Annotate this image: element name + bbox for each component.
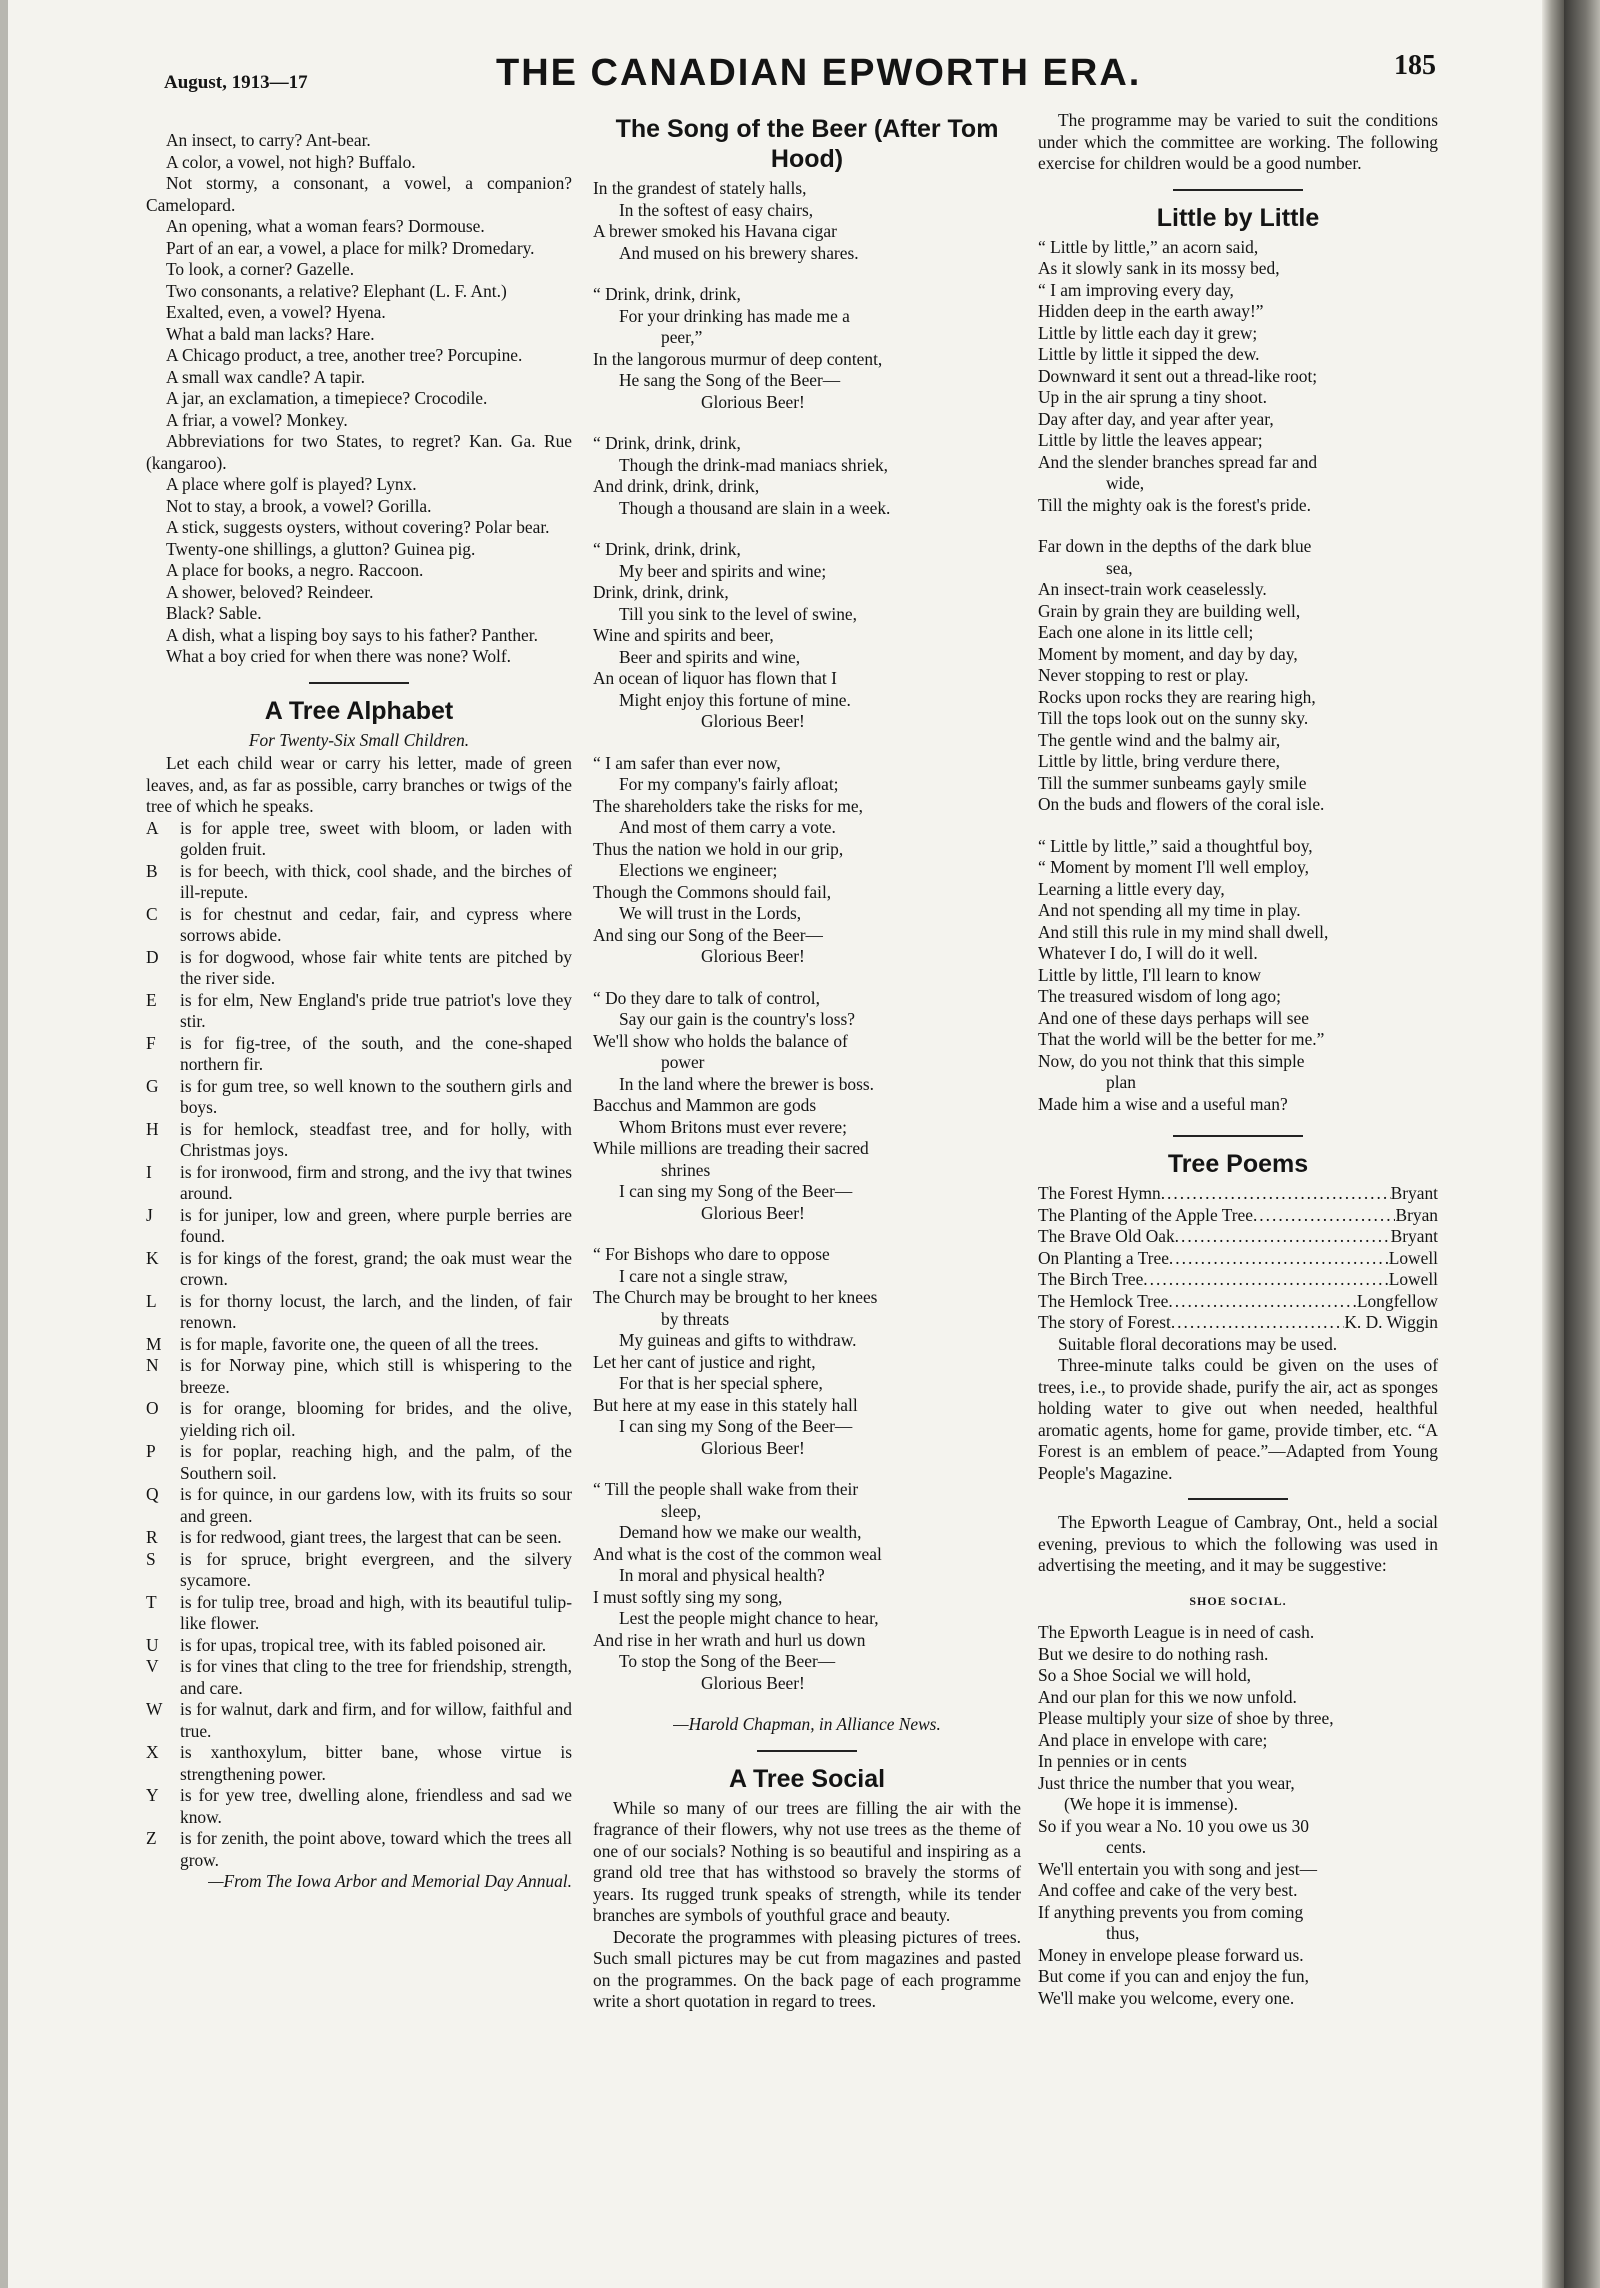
alphabet-text: is for gum tree, so well known to the southern girls and boys. [180, 1075, 572, 1117]
poem-line: Please multiply your size of shoe by three, [1038, 1708, 1334, 1728]
poem-line: Just thrice the number that you wear, [1038, 1772, 1295, 1793]
poem-line: shrines [661, 1159, 711, 1180]
alphabet-item [146, 861, 572, 904]
poem-line: We'll show who holds the balance of [593, 1030, 848, 1051]
poem-line: In the softest of easy chairs, [619, 199, 814, 220]
poem-line: by threats [661, 1308, 730, 1329]
poem-line: But come if you can and enjoy the fun, [1038, 1966, 1309, 1986]
alphabet-text: is for orange, blooming for brides, and the olive, yielding rich oil. [180, 1398, 572, 1440]
poem-stanza [593, 1479, 1021, 1694]
poem-line: So if you wear a No. 10 you owe us 30 [1038, 1815, 1309, 1836]
poem-line: Elections we engineer; [619, 860, 778, 880]
alphabet-text: is for quince, in our gardens low, with its fruits so sour and green. [180, 1484, 572, 1526]
alphabet-letter: T [146, 1591, 157, 1612]
poem-line: Glorious Beer! [701, 391, 805, 412]
poem-list-item [1038, 1291, 1438, 1313]
poem-line: And rise in her wrath and hurl us down [593, 1629, 866, 1650]
poem-line: sleep, [661, 1500, 702, 1521]
alphabet-item [146, 1119, 572, 1162]
little-by-little-heading: Little by Little [1156, 203, 1320, 232]
shoe-social-heading: SHOE SOCIAL. [1189, 1593, 1287, 1608]
poem-line: “ Drink, drink, drink, [593, 284, 741, 304]
alphabet-letter: P [146, 1441, 156, 1461]
poem-line: Till you sink to the level of swine, [619, 603, 857, 624]
tree-social-heading: A Tree Social [728, 1764, 886, 1793]
alphabet-letter: H [146, 1118, 159, 1139]
shoe-social-verse [1038, 1622, 1438, 2009]
alphabet-letter: N [146, 1355, 159, 1375]
tree-poems-note: Three-minute talks could be given on the uses of trees, i.e., to provide shade, purify the air, act as sponges holding water to give out when needed, healthful aromatic agents, home for game, provide timber, etc. “A Forest is an emblem of peace.”—Adapted from Young People's Magazine. [1038, 1355, 1438, 1483]
poem-list-item [1038, 1269, 1438, 1291]
column-left [146, 130, 572, 1893]
riddle-line: What a boy cried for when there was none? Wolf. [166, 646, 511, 666]
poem-line: Up in the air sprung a tiny shoot. [1038, 387, 1267, 407]
alphabet-letter: Y [146, 1785, 159, 1805]
poem-line: power [661, 1052, 705, 1072]
alphabet-text: is for redwood, giant trees, the largest that can be seen. [180, 1527, 562, 1547]
poem-line: “ Till the people shall wake from their [593, 1479, 859, 1499]
poem-line: An insect-train work ceaselessly. [1038, 579, 1267, 599]
alphabet-letter: L [146, 1290, 157, 1311]
alphabet-letter: A [146, 817, 159, 838]
poem-line: To stop the Song of the Beer— [619, 1651, 836, 1671]
poem-line: An ocean of liquor has flown that I [593, 668, 837, 688]
alphabet-text: is for Norway pine, which still is whispering to the breeze. [180, 1355, 572, 1397]
alphabet-letter: Z [146, 1828, 157, 1848]
alphabet-letter: J [146, 1204, 153, 1225]
poem-line: While millions are treading their sacred [593, 1138, 869, 1158]
riddle-line: A Chicago product, a tree, another tree? Porcupine. [166, 345, 523, 365]
poem-line: Lest the people might chance to hear, [619, 1608, 879, 1628]
riddle-line: A stick, suggests oysters, without covering? Polar bear. [166, 517, 550, 537]
poem-line: And our plan for this we now unfold. [1038, 1686, 1297, 1707]
tree-alphabet-source: —From The Iowa Arbor and Memorial Day Annual. [208, 1871, 572, 1891]
poem-line: Little by little it sipped the dew. [1038, 344, 1260, 364]
poem-line: Little by little each day it grew; [1038, 322, 1258, 343]
poem-line: A brewer smoked his Havana cigar [593, 221, 837, 241]
poem-line: I can sing my Song of the Beer— [619, 1416, 853, 1436]
dot-leader [1171, 1312, 1345, 1334]
alphabet-item [146, 990, 572, 1033]
poem-line: For your drinking has made me a [619, 305, 850, 326]
poem-line: And coffee and cake of the very best. [1038, 1880, 1298, 1900]
poem-title: The Planting of the Apple Tree [1038, 1204, 1253, 1225]
alphabet-item [146, 1334, 572, 1356]
poem-line: The Epworth League is in need of cash. [1038, 1622, 1315, 1642]
poem-stanza [1038, 536, 1438, 816]
issue-date: August, 1913—17 [164, 72, 308, 93]
poem-line: plan [1106, 1072, 1136, 1092]
page-number: 185 [1394, 50, 1436, 81]
alphabet-item [146, 1355, 572, 1398]
poem-line: (We hope it is immense). [1064, 1794, 1238, 1814]
alphabet-letter: O [146, 1398, 159, 1418]
poem-line: Though a thousand are slain in a week. [619, 497, 891, 518]
riddle-line: A place where golf is played? Lynx. [166, 474, 417, 494]
poem-line: In pennies or in cents [1038, 1751, 1187, 1771]
poem-title: The Forest Hymn [1038, 1183, 1161, 1203]
alphabet-letter: V [146, 1656, 159, 1676]
poem-line: “ Little by little,” an acorn said, [1038, 236, 1259, 257]
song-of-beer-signature: —Harold Chapman, in Alliance News. [673, 1714, 941, 1734]
poem-line: Bacchus and Mammon are gods [593, 1095, 817, 1115]
riddle-line: A place for books, a negro. Raccoon. [166, 560, 424, 580]
poem-line: The Church may be brought to her knees [593, 1287, 878, 1307]
alphabet-item [146, 1699, 572, 1742]
alphabet-item [146, 1592, 572, 1635]
poem-line: We'll make you welcome, every one. [1038, 1987, 1295, 2008]
alphabet-text: is for chestnut and cedar, fair, and cypress where sorrows abide. [180, 903, 572, 945]
poem-line: In the grandest of stately halls, [593, 178, 807, 198]
poem-line: I must softly sing my song, [593, 1586, 783, 1607]
alphabet-text: is for walnut, dark and firm, and for willow, faithful and true. [180, 1699, 572, 1741]
poem-line: Till the mighty oak is the forest's pride. [1038, 494, 1311, 515]
poem-line: Till the summer sunbeams gayly smile [1038, 772, 1307, 793]
column-middle [593, 112, 1021, 2013]
riddle-line: Twenty-one shillings, a glutton? Guinea pig. [166, 538, 476, 559]
alphabet-letter: S [146, 1548, 156, 1569]
alphabet-item [146, 1076, 572, 1119]
poem-title: On Planting a Tree [1038, 1247, 1169, 1268]
poem-list-item [1038, 1183, 1438, 1205]
poem-line: Grain by grain they are building well, [1038, 600, 1301, 621]
poem-title: The story of Forest [1038, 1312, 1171, 1332]
poem-line: wide, [1106, 473, 1145, 493]
poem-line: peer,” [661, 327, 703, 347]
alphabet-item [146, 1162, 572, 1205]
poem-line: Hidden deep in the earth away!” [1038, 301, 1264, 321]
riddle-line: What a bald man lacks? Hare. [166, 323, 375, 344]
alphabet-text: is for juniper, low and green, where purple berries are found. [180, 1204, 572, 1246]
alphabet-text: is for dogwood, whose fair white tents are pitched by the river side. [180, 946, 572, 988]
riddle-line: A small wax candle? A tapir. [166, 366, 365, 387]
poem-stanza [593, 433, 1021, 519]
song-of-beer-poem [593, 178, 1021, 1694]
poem-stanza [1038, 237, 1438, 517]
alphabet-letter: F [146, 1032, 156, 1053]
riddle-line: A jar, an exclamation, a timepiece? Crocodile. [166, 388, 488, 408]
poem-stanza [593, 178, 1021, 264]
poem-stanza [593, 539, 1021, 733]
alphabet-item [146, 904, 572, 947]
poem-line: “ Drink, drink, drink, [593, 433, 741, 453]
poem-line: “ Do they dare to talk of control, [593, 987, 820, 1008]
alphabet-text: is for yew tree, dwelling alone, friendless and sad we know. [180, 1785, 572, 1827]
poem-line: Money in envelope please forward us. [1038, 1944, 1304, 1965]
alphabet-item [146, 1398, 572, 1441]
alphabet-letter: D [146, 946, 159, 967]
tree-poems-list [1038, 1183, 1438, 1334]
riddle-line: A shower, beloved? Reindeer. [166, 581, 374, 602]
poem-line: thus, [1106, 1923, 1140, 1943]
magazine-title: THE CANADIAN EPWORTH ERA. [496, 52, 1142, 94]
poem-author: Lowell [1388, 1269, 1438, 1289]
poem-line: My guineas and gifts to withdraw. [619, 1330, 857, 1350]
poem-line: As it slowly sank in its mossy bed, [1038, 258, 1280, 278]
poem-stanza [593, 284, 1021, 413]
alphabet-text: is for vines that cling to the tree for friendship, strength, and care. [180, 1656, 572, 1698]
poem-line: And mused on his brewery shares. [619, 242, 859, 263]
alphabet-letter: Q [146, 1484, 159, 1504]
poem-line: But here at my ease in this stately hall [593, 1394, 858, 1415]
alphabet-item [146, 1484, 572, 1527]
poem-line: And most of them carry a vote. [619, 817, 836, 837]
alphabet-text: is for hemlock, steadfast tree, and for holly, with Christmas joys. [180, 1118, 572, 1160]
alphabet-item [146, 818, 572, 861]
poem-line: Now, do you not think that this simple [1038, 1050, 1305, 1071]
alphabet-item [146, 1248, 572, 1291]
alphabet-text: is for elm, New England's pride true patriot's love they stir. [180, 989, 572, 1031]
alphabet-item [146, 1549, 572, 1592]
riddle-line: An insect, to carry? Ant-bear. [166, 130, 371, 150]
alphabet-letter: I [146, 1161, 152, 1182]
section-divider [1188, 1498, 1288, 1500]
poem-author: Longfellow [1356, 1290, 1438, 1311]
poem-line: The gentle wind and the balmy air, [1038, 729, 1281, 750]
poem-author: Bryant [1390, 1183, 1438, 1203]
alphabet-letter: W [146, 1699, 163, 1719]
poem-line: Wine and spirits and beer, [593, 625, 774, 645]
poem-line: And the slender branches spread far and [1038, 451, 1318, 472]
tree-social-paragraph: Decorate the programmes with pleasing pictures of trees. Such small pictures may be cut from magazines and pasted on the programmes. On the back page of each programme write a short quotation in regard to trees. [593, 1926, 1021, 2011]
poem-line: Rocks upon rocks they are rearing high, [1038, 686, 1316, 707]
poem-line: That the world will be the better for me.” [1038, 1029, 1325, 1049]
poem-line: Far down in the depths of the dark blue [1038, 536, 1312, 556]
tree-social-paragraph: While so many of our trees are filling the air with the fragrance of their flowers, why not use trees as the theme of one of our socials? Nothing is so beautiful and inspiring as a grand old tree that has withstood so bravely the storms of years. Its rugged trunk speaks of strength, while its tender branches are symbols of youthful grace and beauty. [593, 1797, 1021, 1925]
alphabet-item [146, 1828, 572, 1871]
book-edge [1564, 0, 1600, 2288]
poem-line: And sing our Song of the Beer— [593, 924, 823, 945]
poem-author: K. D. Wiggin [1344, 1312, 1438, 1332]
poem-line: Might enjoy this fortune of mine. [619, 689, 851, 710]
poem-line: Day after day, and year after year, [1038, 408, 1274, 429]
poem-line: “ Little by little,” said a thoughtful boy, [1038, 835, 1313, 856]
alphabet-letter: X [146, 1742, 159, 1762]
alphabet-text: is for zenith, the point above, toward which the trees all grow. [180, 1828, 572, 1870]
poem-author: Bryan [1395, 1204, 1438, 1225]
poem-line: Learning a little every day, [1038, 878, 1225, 899]
poem-line: Little by little, I'll learn to know [1038, 964, 1261, 985]
poem-list-item [1038, 1226, 1438, 1248]
alphabet-text: is xanthoxylum, bitter bane, whose virtue is strengthening power. [180, 1742, 572, 1784]
alphabet-letter: R [146, 1527, 158, 1547]
alphabet-text: is for upas, tropical tree, with its fabled poisoned air. [180, 1634, 547, 1655]
poem-line: The shareholders take the risks for me, [593, 795, 863, 816]
poem-line: And drink, drink, drink, [593, 476, 760, 496]
poem-line: Little by little the leaves appear; [1038, 430, 1263, 450]
poem-line: Let her cant of justice and right, [593, 1351, 816, 1372]
alphabet-item [146, 1291, 572, 1334]
alphabet-letter: C [146, 903, 158, 924]
alphabet-item [146, 1635, 572, 1657]
riddle-line: To look, a corner? Gazelle. [166, 259, 355, 279]
riddle-line: A friar, a vowel? Monkey. [166, 409, 348, 430]
alphabet-text: is for apple tree, sweet with bloom, or laden with golden fruit. [180, 817, 572, 859]
poem-line: And what is the cost of the common weal [593, 1543, 882, 1564]
poem-stanza [593, 753, 1021, 968]
poem-line: For my company's fairly afloat; [619, 774, 839, 794]
poem-title: The Hemlock Tree [1038, 1290, 1169, 1311]
alphabet-item [146, 947, 572, 990]
song-of-beer-heading: The Song of the Beer (After Tom Hood) [615, 115, 999, 173]
poem-line: “ Moment by moment I'll well employ, [1038, 857, 1310, 877]
dot-leader [1169, 1248, 1389, 1270]
binding-shadow [1542, 0, 1564, 2288]
cambray-intro: The Epworth League of Cambray, Ont., held a social evening, previous to which the following was used in advertising the meeting, and it may be suggestive: [1038, 1512, 1438, 1575]
alphabet-letter: B [146, 860, 158, 881]
poem-line: If anything prevents you from coming [1038, 1901, 1304, 1922]
tree-social-paragraph: The programme may be varied to suit the conditions under which the committee are working. The following exercise for children would be a good number. [1038, 110, 1438, 173]
poem-line: cents. [1106, 1837, 1147, 1857]
riddle-line: A dish, what a lisping boy says to his father? Panther. [166, 624, 538, 645]
poem-line: But we desire to do nothing rash. [1038, 1643, 1269, 1664]
poem-stanza [1038, 1622, 1438, 2009]
poem-line: Beer and spirits and wine, [619, 646, 801, 667]
riddle-line: Black? Sable. [166, 603, 262, 623]
poem-author: Lowell [1388, 1247, 1438, 1268]
riddle-line: Abbreviations for two States, to regret? Kan. Ga. Rue (kangaroo). [146, 431, 572, 473]
riddle-line: A color, a vowel, not high? Buffalo. [166, 151, 416, 172]
tree-alphabet-subheading: For Twenty-Six Small Children. [248, 729, 470, 750]
little-by-little-poem [1038, 237, 1438, 1116]
poem-line: Glorious Beer! [701, 711, 805, 731]
riddle-line: Exalted, even, a vowel? Hyena. [166, 302, 386, 322]
alphabet-item [146, 1742, 572, 1785]
poem-line: I care not a single straw, [619, 1265, 788, 1286]
poem-line: Drink, drink, drink, [593, 582, 729, 602]
alphabet-text: is for ironwood, firm and strong, and the ivy that twines around. [180, 1161, 572, 1203]
poem-line: “ For Bishops who dare to oppose [593, 1244, 830, 1264]
riddle-line: Not to stay, a brook, a vowel? Gorilla. [166, 495, 432, 516]
dot-leader [1253, 1205, 1396, 1227]
poem-line: “ I am improving every day, [1038, 279, 1234, 300]
scan-left-margin [0, 0, 8, 2288]
animal-riddles [146, 130, 572, 668]
alphabet-text: is for kings of the forest, grand; the oak must wear the crown. [180, 1247, 572, 1289]
poem-line: Little by little, bring verdure there, [1038, 751, 1280, 771]
poem-line: “ I am safer than ever now, [593, 752, 781, 773]
poem-line: Glorious Beer! [701, 1672, 805, 1693]
poem-line: And one of these days perhaps will see [1038, 1007, 1309, 1028]
poem-line: So a Shoe Social we will hold, [1038, 1665, 1252, 1685]
poem-line: My beer and spirits and wine; [619, 560, 827, 581]
poem-line: For that is her special sphere, [619, 1373, 823, 1393]
poem-line: Each one alone in its little cell; [1038, 622, 1254, 642]
alphabet-letter: M [146, 1333, 162, 1354]
alphabet-letter: U [146, 1634, 159, 1655]
alphabet-text: is for poplar, reaching high, and the palm, of the Southern soil. [180, 1441, 572, 1483]
poem-line: And not spending all my time in play. [1038, 900, 1301, 920]
alphabet-item [146, 1656, 572, 1699]
poem-line: On the buds and flowers of the coral isle. [1038, 794, 1325, 814]
poem-author: Bryant [1390, 1226, 1438, 1246]
poem-title: The Brave Old Oak [1038, 1226, 1175, 1246]
poem-line: Though the drink-mad maniacs shriek, [619, 454, 889, 475]
poem-line: And place in envelope with care; [1038, 1729, 1268, 1750]
alphabet-text: is for tulip tree, broad and high, with its beautiful tulip-like flower. [180, 1591, 572, 1633]
tree-alphabet-heading: A Tree Alphabet [264, 696, 454, 725]
riddle-line: Not stormy, a consonant, a vowel, a companion? Camelopard. [146, 173, 572, 215]
dot-leader [1168, 1291, 1356, 1313]
alphabet-item [146, 1033, 572, 1076]
poem-line: I can sing my Song of the Beer— [619, 1181, 853, 1201]
poem-line: Made him a wise and a useful man? [1038, 1093, 1288, 1114]
tree-poems-heading: Tree Poems [1167, 1150, 1309, 1178]
poem-line: Demand how we make our wealth, [619, 1522, 862, 1542]
poem-title: The Birch Tree [1038, 1269, 1144, 1289]
poem-line: “ Drink, drink, drink, [593, 539, 741, 559]
alphabet-letter: G [146, 1075, 159, 1096]
poem-line: sea, [1106, 557, 1133, 578]
section-divider [309, 682, 409, 684]
poem-line: He sang the Song of the Beer— [619, 370, 841, 390]
tree-poems-note: Suitable floral decorations may be used. [1058, 1333, 1338, 1354]
dot-leader [1143, 1269, 1388, 1291]
poem-line: Whatever I do, I will do it well. [1038, 943, 1258, 963]
poem-line: We will trust in the Lords, [619, 903, 802, 923]
section-divider [1173, 1135, 1303, 1137]
alphabet-text: is for fig-tree, of the south, and the cone-shaped northern fir. [180, 1032, 572, 1074]
alphabet-text: is for thorny locust, the larch, and the linden, of fair renown. [180, 1290, 572, 1332]
dot-leader [1161, 1183, 1391, 1205]
alphabet-text: is for maple, favorite one, the queen of all the trees. [180, 1333, 539, 1354]
poem-line: Downward it sent out a thread-like root; [1038, 365, 1318, 386]
poem-line: We'll entertain you with song and jest— [1038, 1858, 1317, 1879]
poem-line: In the land where the brewer is boss. [619, 1073, 874, 1094]
section-divider [1173, 189, 1303, 191]
column-right [1038, 110, 1438, 2029]
tree-alphabet-intro: Let each child wear or carry his letter, made of green leaves, and, as far as possible, carry branches or twigs of the tree of which he speaks. [146, 753, 572, 816]
poem-line: Though the Commons should fail, [593, 881, 832, 902]
alphabet-item [146, 1527, 572, 1549]
alphabet-item [146, 1785, 572, 1828]
alphabet-letter: E [146, 989, 157, 1010]
riddle-line: An opening, what a woman fears? Dormouse. [166, 216, 485, 236]
poem-stanza [593, 988, 1021, 1225]
poem-line: Glorious Beer! [701, 946, 805, 966]
poem-line: Moment by moment, and day by day, [1038, 643, 1298, 664]
poem-list-item [1038, 1312, 1438, 1334]
tree-alphabet-list [146, 818, 572, 1872]
poem-stanza [1038, 836, 1438, 1116]
alphabet-item [146, 1441, 572, 1484]
poem-line: Glorious Beer! [701, 1437, 805, 1458]
poem-line: The treasured wisdom of long ago; [1038, 986, 1281, 1006]
poem-line: And still this rule in my mind shall dwell, [1038, 921, 1329, 942]
alphabet-text: is for spruce, bright evergreen, and the silvery sycamore. [180, 1548, 572, 1590]
poem-line: In the langorous murmur of deep content, [593, 348, 883, 369]
poem-list-item [1038, 1205, 1438, 1227]
poem-stanza [593, 1244, 1021, 1459]
poem-line: Till the tops look out on the sunny sky. [1038, 708, 1309, 728]
poem-line: Never stopping to rest or play. [1038, 665, 1249, 685]
alphabet-item [146, 1205, 572, 1248]
poem-line: Thus the nation we hold in our grip, [593, 838, 844, 859]
alphabet-letter: K [146, 1247, 159, 1268]
poem-line: Say our gain is the country's loss? [619, 1009, 855, 1029]
poem-line: Glorious Beer! [701, 1202, 805, 1223]
poem-line: Whom Britons must ever revere; [619, 1116, 847, 1137]
dot-leader [1175, 1226, 1391, 1248]
riddle-line: Part of an ear, a vowel, a place for milk? Dromedary. [166, 237, 535, 258]
poem-line: In moral and physical health? [619, 1565, 825, 1585]
alphabet-text: is for beech, with thick, cool shade, and the birches of ill-repute. [180, 860, 572, 902]
poem-list-item [1038, 1248, 1438, 1270]
section-divider [757, 1750, 857, 1752]
riddle-line: Two consonants, a relative? Elephant (L. F. Ant.) [166, 280, 507, 301]
